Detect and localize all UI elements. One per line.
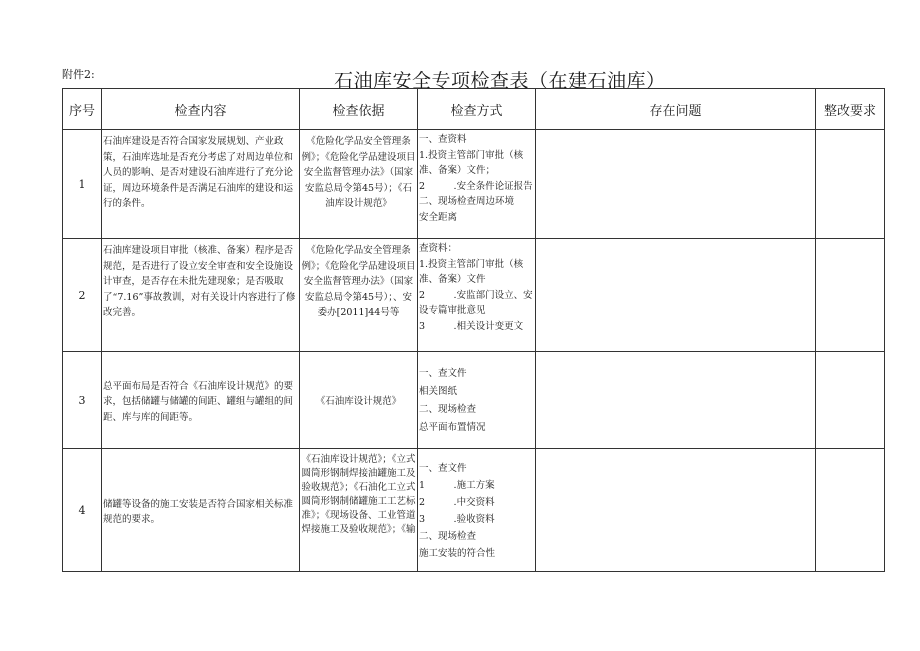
method-line: 二、现场检查	[419, 404, 477, 415]
check-content: 石油库建设项目审批（核准、备案）程序是否规范，是否进行了设立安全审查和安全设施设计审查，是否存在未批先建现象；是否吸取了“7.16”事故教训，对有关设计内容进行了修改完善。	[102, 239, 300, 352]
row-number: 2	[63, 239, 102, 352]
method-line: 一、查文件	[419, 368, 467, 379]
method-line: 二、现场检查	[419, 531, 477, 542]
method-line: 一、查资料	[419, 134, 467, 145]
method-line: 1.投资主管部门审批（核准、备案）文件	[419, 258, 524, 285]
method-line: 2 .安监部门设立、安设专篇审批意见	[419, 289, 533, 316]
method-line: 1.投资主管部门审批（核准、备案）文件；	[419, 149, 524, 176]
table-row	[63, 352, 885, 449]
requirements-cell[interactable]	[816, 449, 885, 572]
row-number: 3	[63, 352, 102, 449]
check-content: 总平面布局是否符合《石油库设计规范》的要求，包括储罐与储罐的间距、罐组与罐组的间距、库与库的间距等。	[102, 352, 300, 449]
column-header-method: 检查方式	[418, 89, 536, 130]
method-line: 施工安装的符合性	[419, 548, 496, 559]
issues-cell[interactable]	[536, 130, 816, 239]
method-line: 2 .中交资料	[419, 497, 495, 508]
check-basis: 《危险化学品安全管理条例》；《危险化学品建设项目安全监督管理办法》（国家安监总局令第45号）；、安委办[2011]44号等	[300, 239, 418, 352]
page-title: 石油库安全专项检查表（在建石油库）	[334, 70, 666, 92]
method-line: 一、查文件	[419, 463, 467, 474]
check-content: 石油库建设是否符合国家发展规划、产业政策，石油库选址是否充分考虑了对周边单位和人员的影响、是否对建设石油库进行了充分论证，周边环境条件是否满足石油库的建设和运行的条件。	[102, 130, 300, 239]
row-number: 1	[63, 130, 102, 239]
attachment-label: 附件2:	[62, 68, 95, 81]
column-header-issues: 存在问题	[536, 89, 816, 130]
inspection-table	[62, 88, 885, 572]
check-basis: 《石油库设计规范》	[300, 352, 418, 449]
method-line: 总平面布置情况	[419, 422, 486, 433]
check-basis: 《危险化学品安全管理条例》；《危险化学品建设项目安全监督管理办法》（国家安监总局令第45号）；《石油库设计规范》	[300, 130, 418, 239]
issues-cell[interactable]	[536, 352, 816, 449]
requirements-cell[interactable]	[816, 352, 885, 449]
check-method	[418, 352, 536, 449]
method-line: 安全距离	[419, 211, 458, 223]
method-line: 2 .安全条件论证报告二、现场检查周边环境	[419, 180, 533, 207]
check-method	[418, 130, 536, 239]
check-basis: 《石油库设计规范》；《立式圆筒形钢制焊接油罐施工及验收规范》；《石油化工立式圆筒形钢制储罐施工工艺标准》；《现场设备、工业管道焊接施工及验收规范》；《输	[300, 449, 418, 572]
check-method	[418, 449, 536, 572]
method-line: 1 .施工方案	[419, 480, 495, 491]
requirements-cell[interactable]	[816, 239, 885, 352]
row-number: 4	[63, 449, 102, 572]
column-header-content: 检查内容	[102, 89, 300, 130]
method-line: 3 .相关设计变更文	[419, 320, 524, 332]
column-header-basis: 检查依据	[300, 89, 418, 130]
method-line: 相关图纸	[419, 386, 458, 397]
method-line: 查资料：	[419, 243, 458, 254]
check-method	[418, 239, 536, 352]
table-row	[63, 130, 885, 239]
table-header-row	[63, 89, 885, 130]
column-header-no: 序号	[63, 89, 102, 130]
check-content: 储罐等设备的施工安装是否符合国家相关标准规范的要求。	[102, 449, 300, 572]
table-row	[63, 449, 885, 572]
column-header-requirements: 整改要求	[816, 89, 885, 130]
method-line: 3 .验收资料	[419, 514, 495, 525]
issues-cell[interactable]	[536, 449, 816, 572]
requirements-cell[interactable]	[816, 130, 885, 239]
issues-cell[interactable]	[536, 239, 816, 352]
table-row	[63, 239, 885, 352]
